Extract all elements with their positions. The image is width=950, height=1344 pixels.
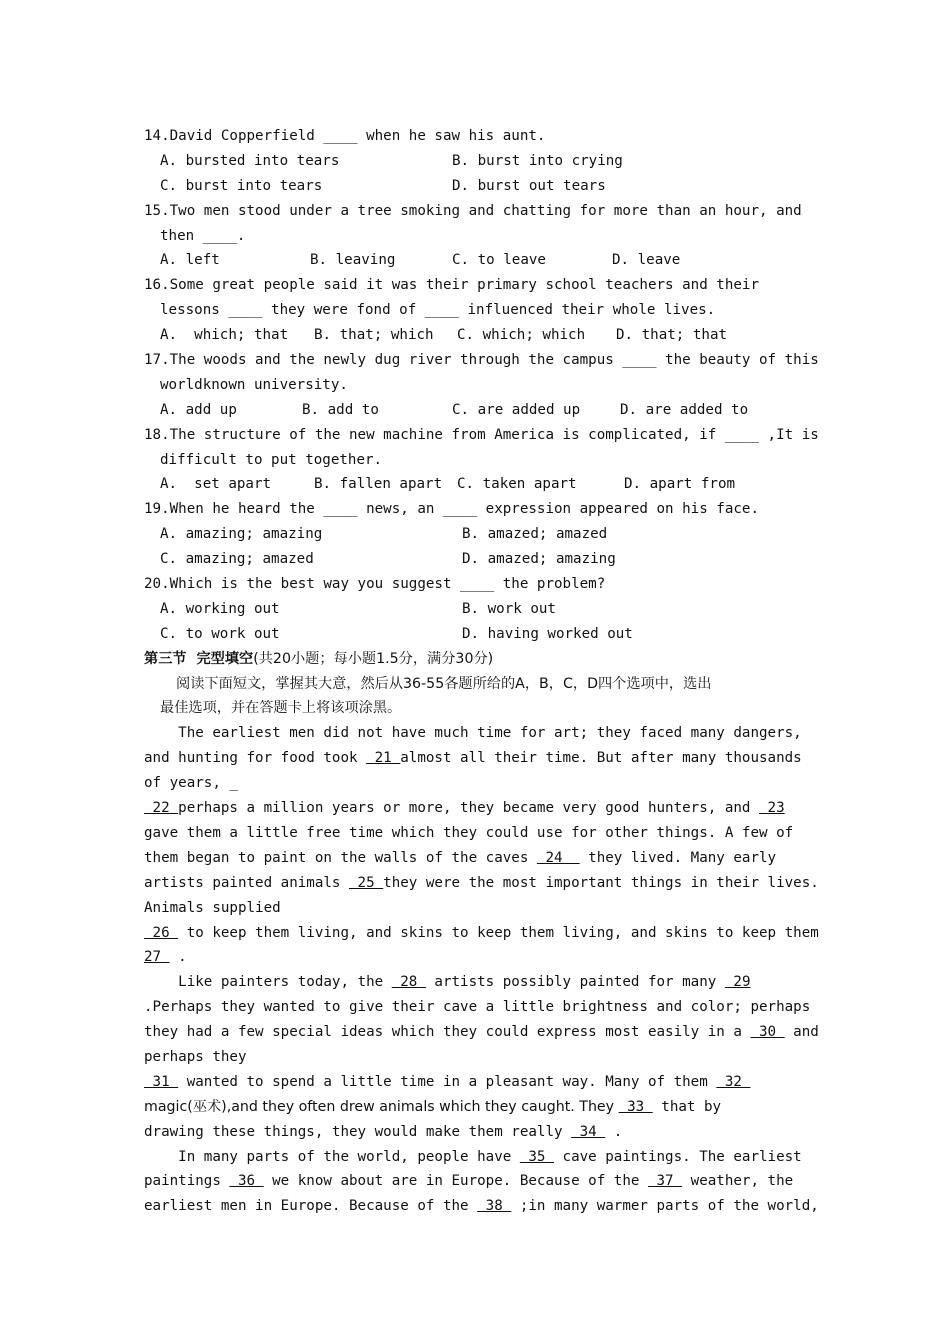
option-b: B. amazed; amazed [462,526,608,543]
passage-line [144,1070,808,1095]
blank-30: 30 [750,1024,785,1041]
options-row [144,622,808,647]
blank-22: 22 [144,800,179,817]
passage-text: to keep them living, and skins to keep them living, and skins to keep them [178,924,819,941]
passage-text: ;in many warmer parts of the world, [511,1198,819,1215]
passage-text: wanted to spend a little time in a pleasant way. Many of them [178,1073,717,1090]
passage-text: . [169,949,187,966]
passage-text: them began to paint on the walls of the caves [144,849,537,866]
passage-text: they had a few special ideas which they could express most easily in a [144,1024,751,1041]
blank-37: 37 [647,1173,683,1190]
passage-line: .Perhaps they wanted to give their cave a little brightness and color; perhaps [144,999,811,1016]
blank-28: 28 [391,974,426,991]
option-c: C. amazing; amazed [160,551,314,568]
blank-29: 29 [724,974,751,991]
question-17: 17.The woods and the newly dug river through the campus ____ the beauty of this [144,352,819,369]
options-row [144,472,808,497]
option-d: D. amazed; amazing [462,551,616,568]
exam-page [144,124,819,1219]
option-c: C. taken apart [457,476,577,493]
option-a: A. add up [160,401,237,418]
question-18: 18.The structure of the new machine from America is complicated, if ____ ,It is [144,426,819,443]
passage-line: gave them a little free time which they could use for other things. A few of [144,824,794,841]
question-17-cont: worldknown university. [160,376,348,393]
option-c: C. to work out [160,625,280,642]
question-14: 14.David Copperfield ____ when he saw his aunt. [144,128,546,144]
passage-text: weather, the [682,1173,794,1190]
blank-33: 33 [618,1098,653,1115]
passage-line [144,921,819,946]
passage-text: . [605,1123,623,1140]
blank-36: 36 [229,1173,264,1190]
option-a: A. amazing; amazing [160,526,323,543]
option-d: D. are added to [620,401,749,418]
passage-text: In many parts of the world, people have [144,1148,520,1165]
option-a: A. left [160,252,220,269]
blank-34: 34 [571,1123,606,1140]
question-16: 16.Some great people said it was their primary school teachers and their [144,277,759,294]
blank-26: 26 [144,924,179,941]
option-b: B. work out [462,600,556,617]
passage-line: The earliest men did not have much time for art; they faced many dangers, [144,725,802,742]
option-c: C. which; which [457,327,586,344]
passage-line: Animals supplied [144,899,281,916]
options-row [144,398,808,423]
passage-text: and hunting for food took [144,750,367,767]
passage-line [144,945,808,970]
section-instruction-cont: 最佳选项，并在答题卡上将该项涂黑。 [160,700,402,717]
passage-line [144,1194,819,1219]
passage-text: cave paintings. The earliest [554,1148,802,1165]
passage-line: perhaps they [144,1048,247,1065]
blank-38: 38 [477,1198,512,1215]
passage-line [144,871,819,896]
passage-text: they lived. Many early [579,849,777,866]
passage-text: they were the most important things in their lives. [383,874,819,891]
question-15: 15.Two men stood under a tree smoking and chatting for more than an hour, and [144,202,802,219]
passage-text: Like painters today, the [144,974,392,991]
question-19: 19.When he heard the ____ news, an ____ expression appeared on his face. [144,501,759,518]
passage-text: magic(巫术),and they often drew animals which they caught. They [144,1098,619,1115]
option-a: A. working out [160,600,280,617]
section-title: 第三节 完型填空 [144,650,254,667]
options-row [144,547,808,572]
blank-27: 27 [144,949,170,966]
option-b: B. add to [302,401,379,418]
option-c: C. to leave [452,252,546,269]
option-a: A. set apart [160,476,272,493]
passage-text: that by [652,1098,722,1115]
option-d: D. having worked out [462,625,633,642]
option-b: B. burst into crying [452,152,623,169]
section-subtitle: (共20小题；每小题1.5分，满分30分) [253,650,494,667]
option-d: D. burst out tears [452,177,606,194]
option-d: D. apart from [624,476,736,493]
passage-line [144,1145,808,1170]
option-c: C. are added up [452,401,581,418]
blank-25: 25 [349,874,384,891]
blank-23: 23 [759,800,785,817]
question-20: 20.Which is the best way you suggest ____ the problem? [144,576,606,593]
passage-text: and [784,1024,819,1041]
blank-24: 24 [536,849,580,866]
passage-line: of years, _ [144,775,238,792]
options-row [144,522,808,547]
passage-text: drawing these things, they would make them really [144,1123,572,1140]
blank-21: 21 [366,750,401,767]
question-16-cont: lessons ____ they were fond of ____ influenced their whole lives. [160,302,716,319]
option-b: B. fallen apart [314,476,443,493]
option-b: B. leaving [310,252,396,269]
passage-line [144,970,808,995]
options-row [144,248,808,273]
passage-line [144,1169,808,1194]
passage-text: earliest men in Europe. Because of the [144,1198,478,1215]
options-row [144,597,808,622]
question-18-cont: difficult to put together. [160,451,383,468]
blank-31: 31 [144,1073,179,1090]
section-heading [144,647,808,672]
options-row [144,174,808,199]
blank-35: 35 [519,1148,555,1165]
passage-text: artists painted animals [144,874,349,891]
passage-line [144,1095,808,1120]
option-c: C. burst into tears [160,177,323,194]
option-a: A. which; that [160,327,289,344]
passage-line [144,1020,819,1045]
passage-text: artists possibly painted for many [425,974,725,991]
option-b: B. that; which [314,327,434,344]
passage-text: perhaps a million years or more, they became very good hunters, and [178,800,760,817]
passage-line [144,746,808,771]
blank-32: 32 [716,1073,751,1090]
passage-line [144,1120,808,1145]
passage-text: almost all their time. But after many thousands [400,750,802,767]
options-row [144,149,808,174]
option-d: D. that; that [616,327,728,344]
option-a: A. bursted into tears [160,152,340,169]
options-row [144,323,808,348]
passage-line [144,846,808,871]
question-15-cont: then ____. [160,227,246,244]
passage-text: we know about are in Europe. Because of the [263,1173,648,1190]
option-d: D. leave [612,252,681,269]
passage-text: paintings [144,1173,230,1190]
section-instruction: 阅读下面短文，掌握其大意，然后从36-55各题所给的A，B，C，D四个选项中，选出 [176,675,712,692]
passage-line [144,796,808,821]
